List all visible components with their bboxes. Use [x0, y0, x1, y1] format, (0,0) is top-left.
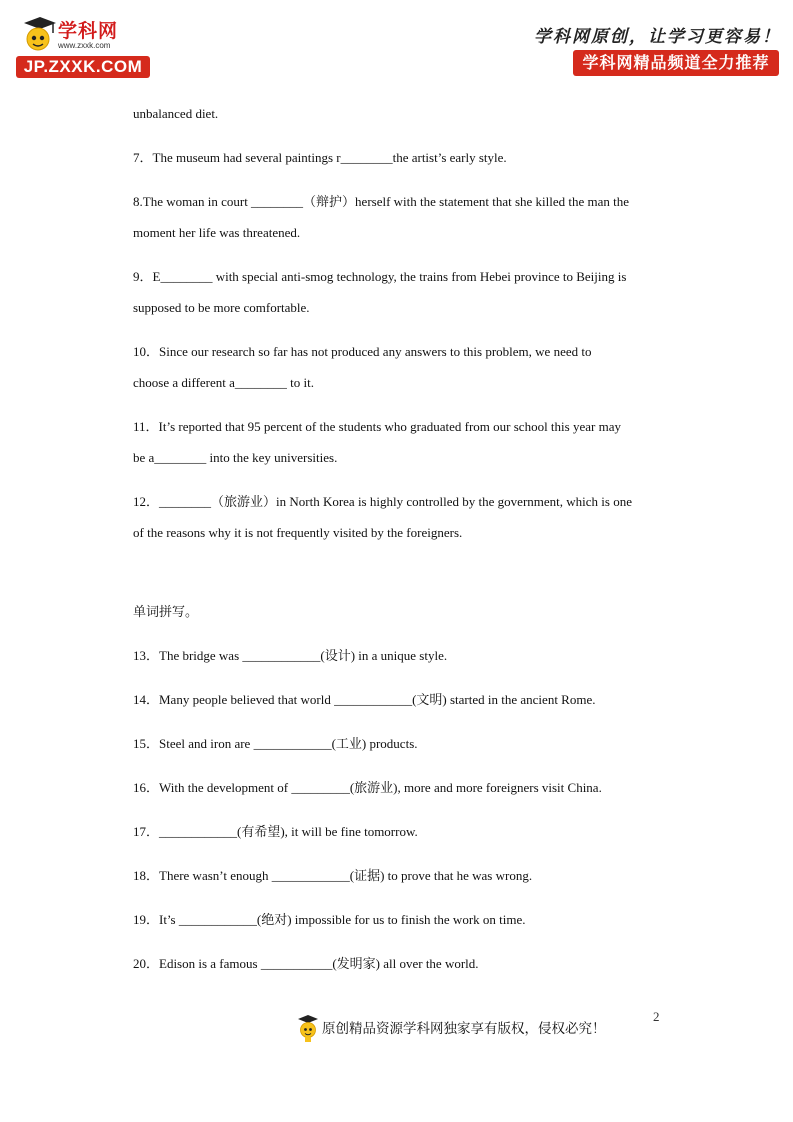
- text-line: moment her life was threatened.: [133, 225, 301, 240]
- section-heading: 单词拼写。: [133, 604, 199, 619]
- page-header: [0, 0, 793, 90]
- question-11: 11．It’s reported that 95 percent of the students who graduated from our school this year may: [133, 419, 621, 434]
- logo-badge: JP.ZXXK.COM: [16, 56, 150, 78]
- question-10: 10．Since our research so far has not produced any answers to this problem, we need to: [133, 344, 592, 359]
- question-13: 13．The bridge was ____________(设计) in a unique style.: [133, 648, 448, 663]
- page-footer: [0, 1005, 793, 1045]
- question-14: 14．Many people believed that world ____________(文明) started in the ancient Rome.: [133, 692, 596, 707]
- text-line: choose a different a________ to it.: [133, 375, 314, 390]
- slogan: 学科网原创，让学习更容易！: [534, 27, 781, 47]
- question-15: 15．Steel and iron are ____________(工业) products.: [133, 736, 418, 751]
- mascot-icon: [296, 1013, 320, 1043]
- text-line: be a________ into the key universities.: [133, 450, 338, 465]
- question-7: 7．The museum had several paintings r________the artist’s early style.: [133, 150, 507, 165]
- channel-badge: 学科网精品频道全力推荐: [573, 50, 779, 76]
- question-18: 18．There wasn’t enough ____________(证据) to prove that he was wrong.: [133, 868, 533, 883]
- text-line: of the reasons why it is not frequently visited by the foreigners.: [133, 525, 463, 540]
- question-17: 17．____________(有希望), it will be fine tomorrow.: [133, 824, 418, 839]
- text-line: unbalanced diet.: [133, 106, 219, 121]
- question-19: 19．It’s ____________(绝对) impossible for us to finish the work on time.: [133, 912, 526, 927]
- zxxk-logo[interactable]: [14, 10, 154, 80]
- mascot-icon: [18, 14, 58, 54]
- page-number: 2: [653, 1009, 660, 1024]
- question-12: 12．________（旅游业）in North Korea is highly controlled by the government, which is one: [133, 494, 632, 509]
- question-8: 8.The woman in court ________（辩护）herself with the statement that she killed the man the: [133, 194, 630, 209]
- logo-title: 学科网: [58, 20, 119, 42]
- logo-url: www.zxxk.com: [58, 41, 111, 50]
- question-20: 20．Edison is a famous ___________(发明家) all over the world.: [133, 956, 479, 971]
- copyright-notice: 原创精品资源学科网独家享有版权，侵权必究！: [322, 1021, 606, 1037]
- text-line: supposed to be more comfortable.: [133, 300, 310, 315]
- question-16: 16．With the development of _________(旅游业), more and more foreigners visit China.: [133, 780, 602, 795]
- document-body: [133, 98, 668, 979]
- question-9: 9．E________ with special anti-smog technology, the trains from Hebei province to Beijing is: [133, 269, 627, 284]
